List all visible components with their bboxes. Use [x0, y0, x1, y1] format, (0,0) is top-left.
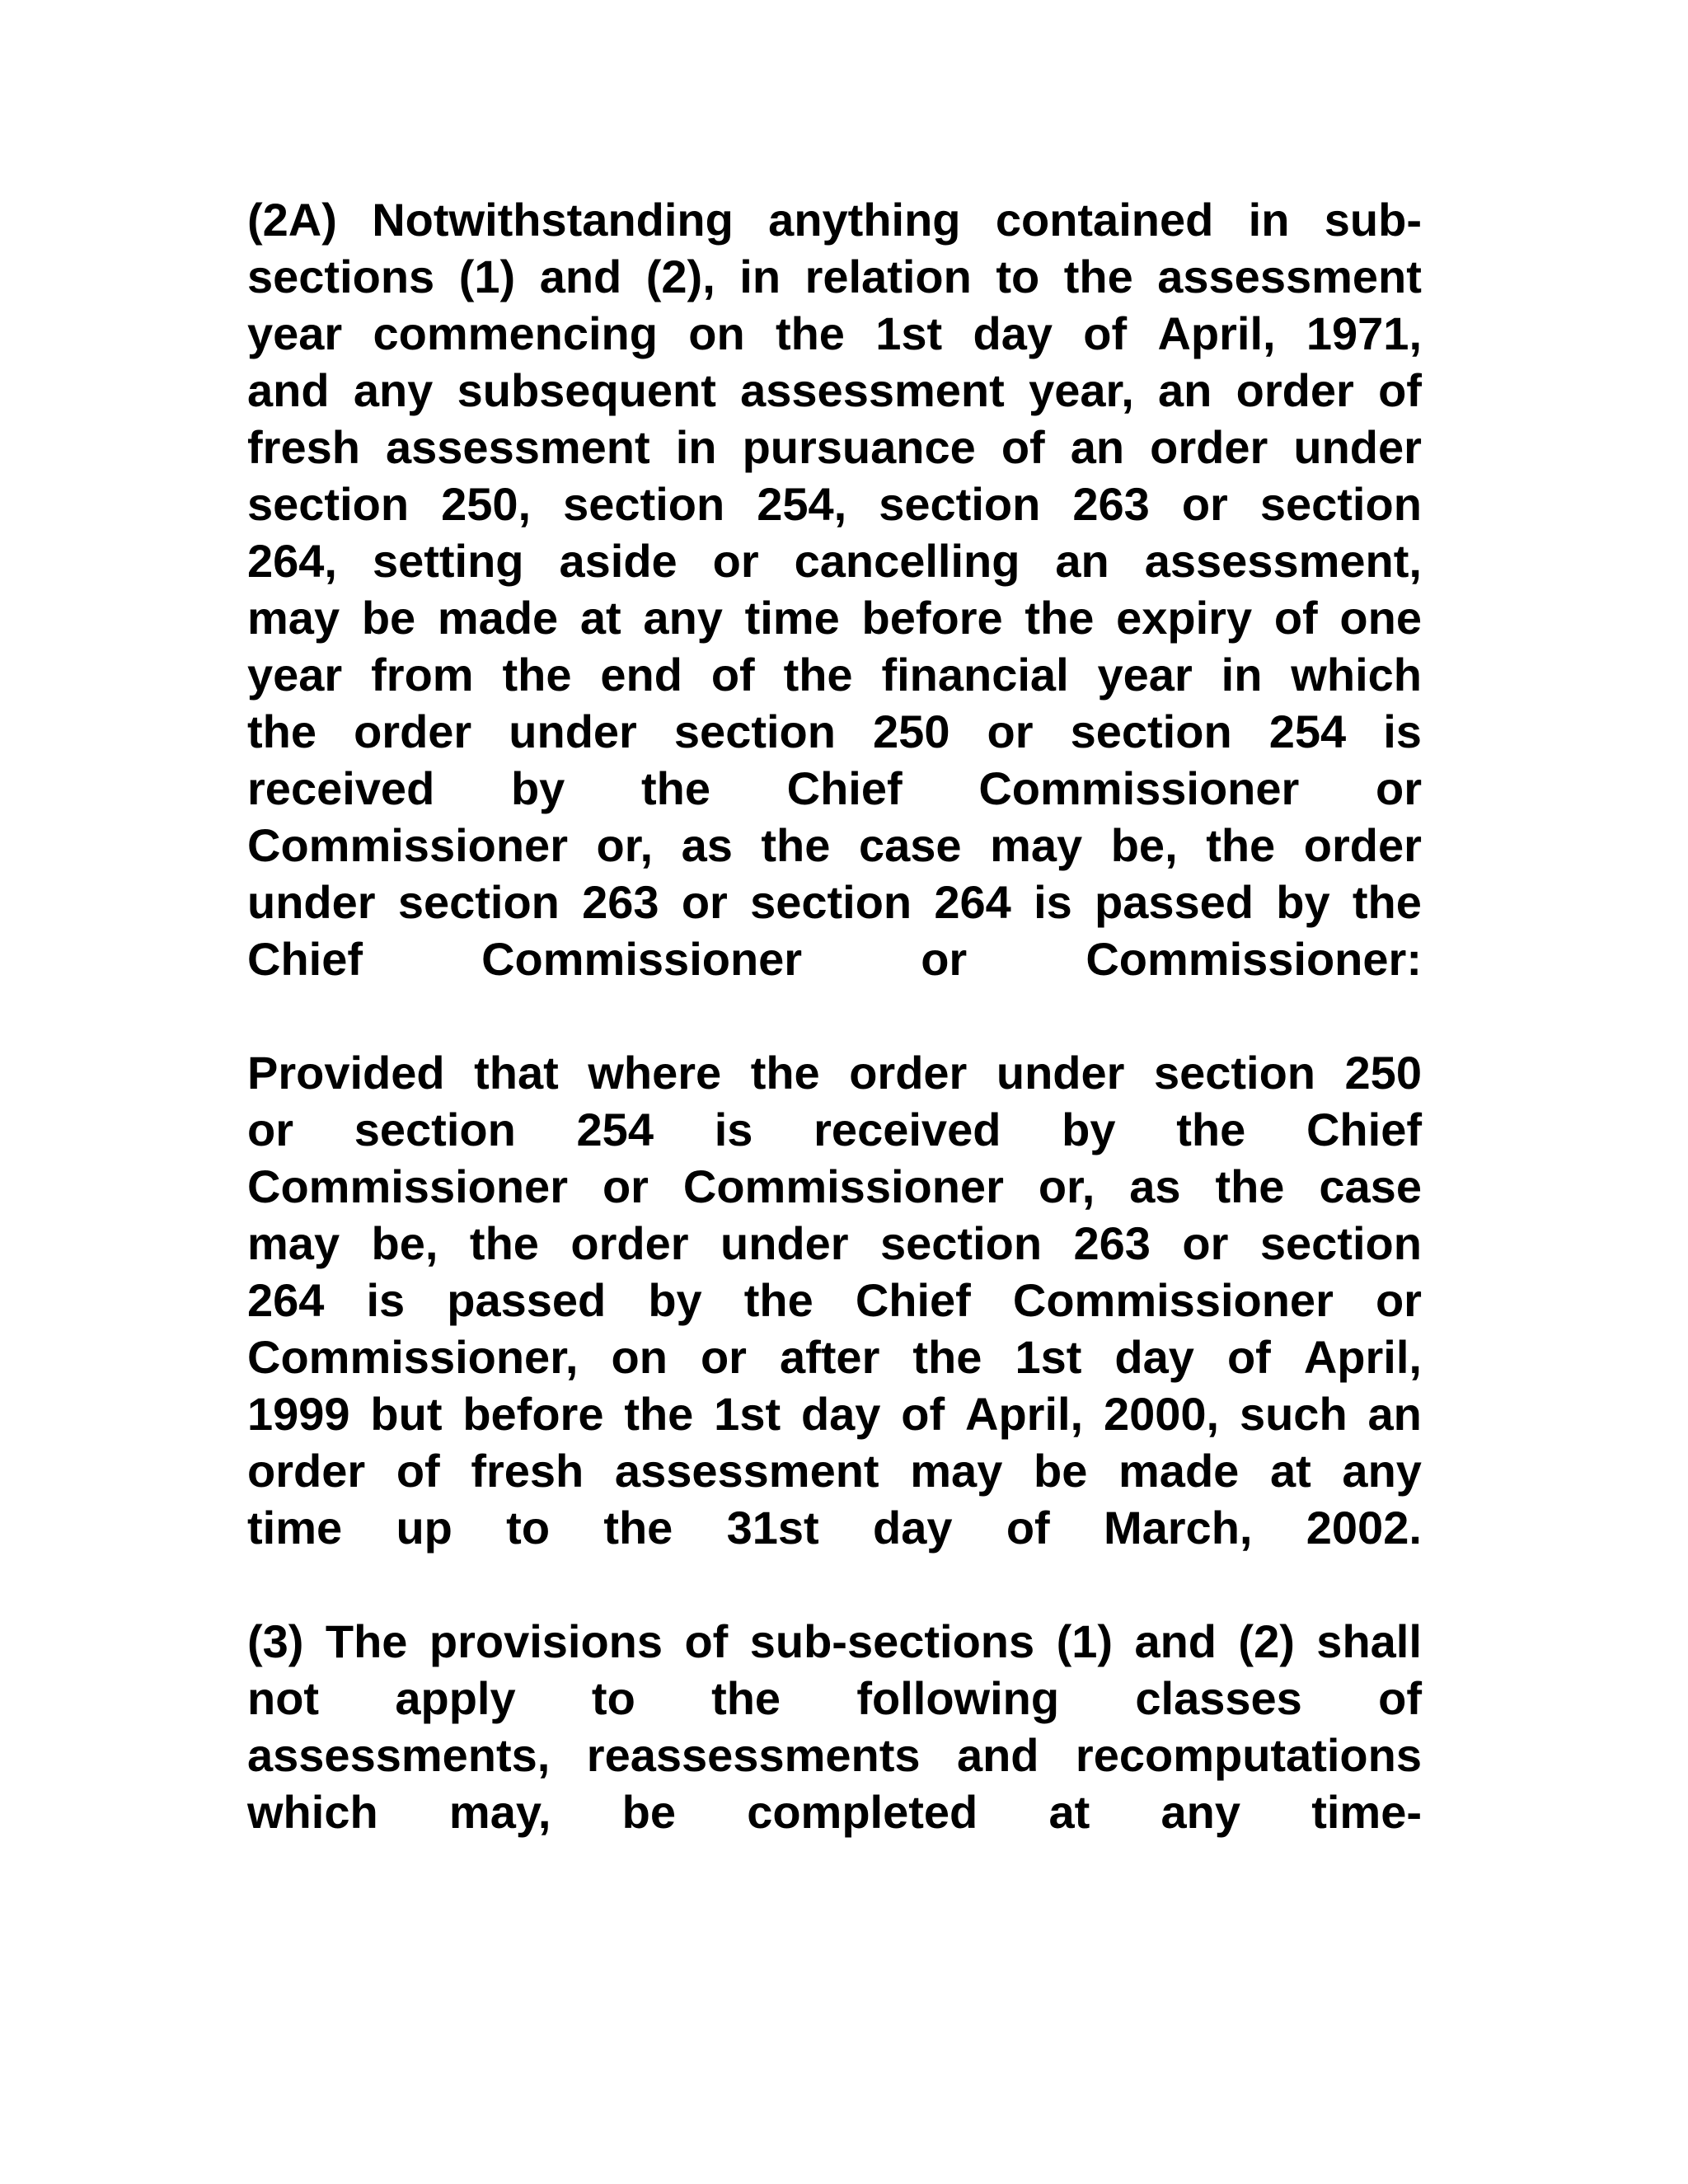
- text-line: sections (1) and (2), in relation to the assessment: [247, 251, 1422, 302]
- text-line: (3) The provisions of sub-sections (1) and (2) shall: [247, 1615, 1422, 1667]
- paragraph-para-3: [247, 1613, 1422, 1840]
- text-line: may be made at any time before the expiry of one: [247, 592, 1422, 644]
- text-line: or section 254 is received by the Chief: [247, 1104, 1422, 1155]
- paragraph-proviso: [247, 1044, 1422, 1556]
- text-line: under section 263 or section 264 is passed by the: [247, 876, 1422, 928]
- text-line: received by the Chief Commissioner or: [247, 762, 1422, 814]
- text-line: Commissioner or, as the case may be, the order: [247, 819, 1422, 871]
- text-line: time up to the 31st day of March, 2002.: [247, 1502, 1422, 1554]
- text-line: section 250, section 254, section 263 or section: [247, 478, 1422, 530]
- text-line: year from the end of the financial year in which: [247, 649, 1422, 701]
- text-line: may be, the order under section 263 or section: [247, 1217, 1422, 1269]
- text-column: [247, 191, 1422, 1897]
- text-line: not apply to the following classes of: [247, 1672, 1422, 1724]
- text-line: the order under section 250 or section 254 is: [247, 705, 1422, 757]
- text-line: and any subsequent assessment year, an order of: [247, 364, 1422, 416]
- text-line: which may, be completed at any time-: [247, 1786, 1422, 1838]
- text-line: Chief Commissioner or Commissioner:: [247, 933, 1422, 985]
- text-line: Commissioner, on or after the 1st day of April,: [247, 1331, 1422, 1383]
- text-line: assessments, reassessments and recomputations: [247, 1729, 1422, 1781]
- text-line: order of fresh assessment may be made at any: [247, 1445, 1422, 1497]
- text-line: 264 is passed by the Chief Commissioner or: [247, 1274, 1422, 1326]
- text-line: 264, setting aside or cancelling an assessment,: [247, 535, 1422, 587]
- text-line: fresh assessment in pursuance of an order under: [247, 421, 1422, 473]
- paragraph-para-2a: [247, 191, 1422, 987]
- text-line: Commissioner or Commissioner or, as the case: [247, 1160, 1422, 1212]
- text-line: Provided that where the order under section 250: [247, 1047, 1422, 1099]
- text-line: (2A) Notwithstanding anything contained in sub-: [247, 194, 1422, 246]
- text-line: 1999 but before the 1st day of April, 2000, such an: [247, 1388, 1422, 1440]
- text-line: year commencing on the 1st day of April, 1971,: [247, 307, 1422, 359]
